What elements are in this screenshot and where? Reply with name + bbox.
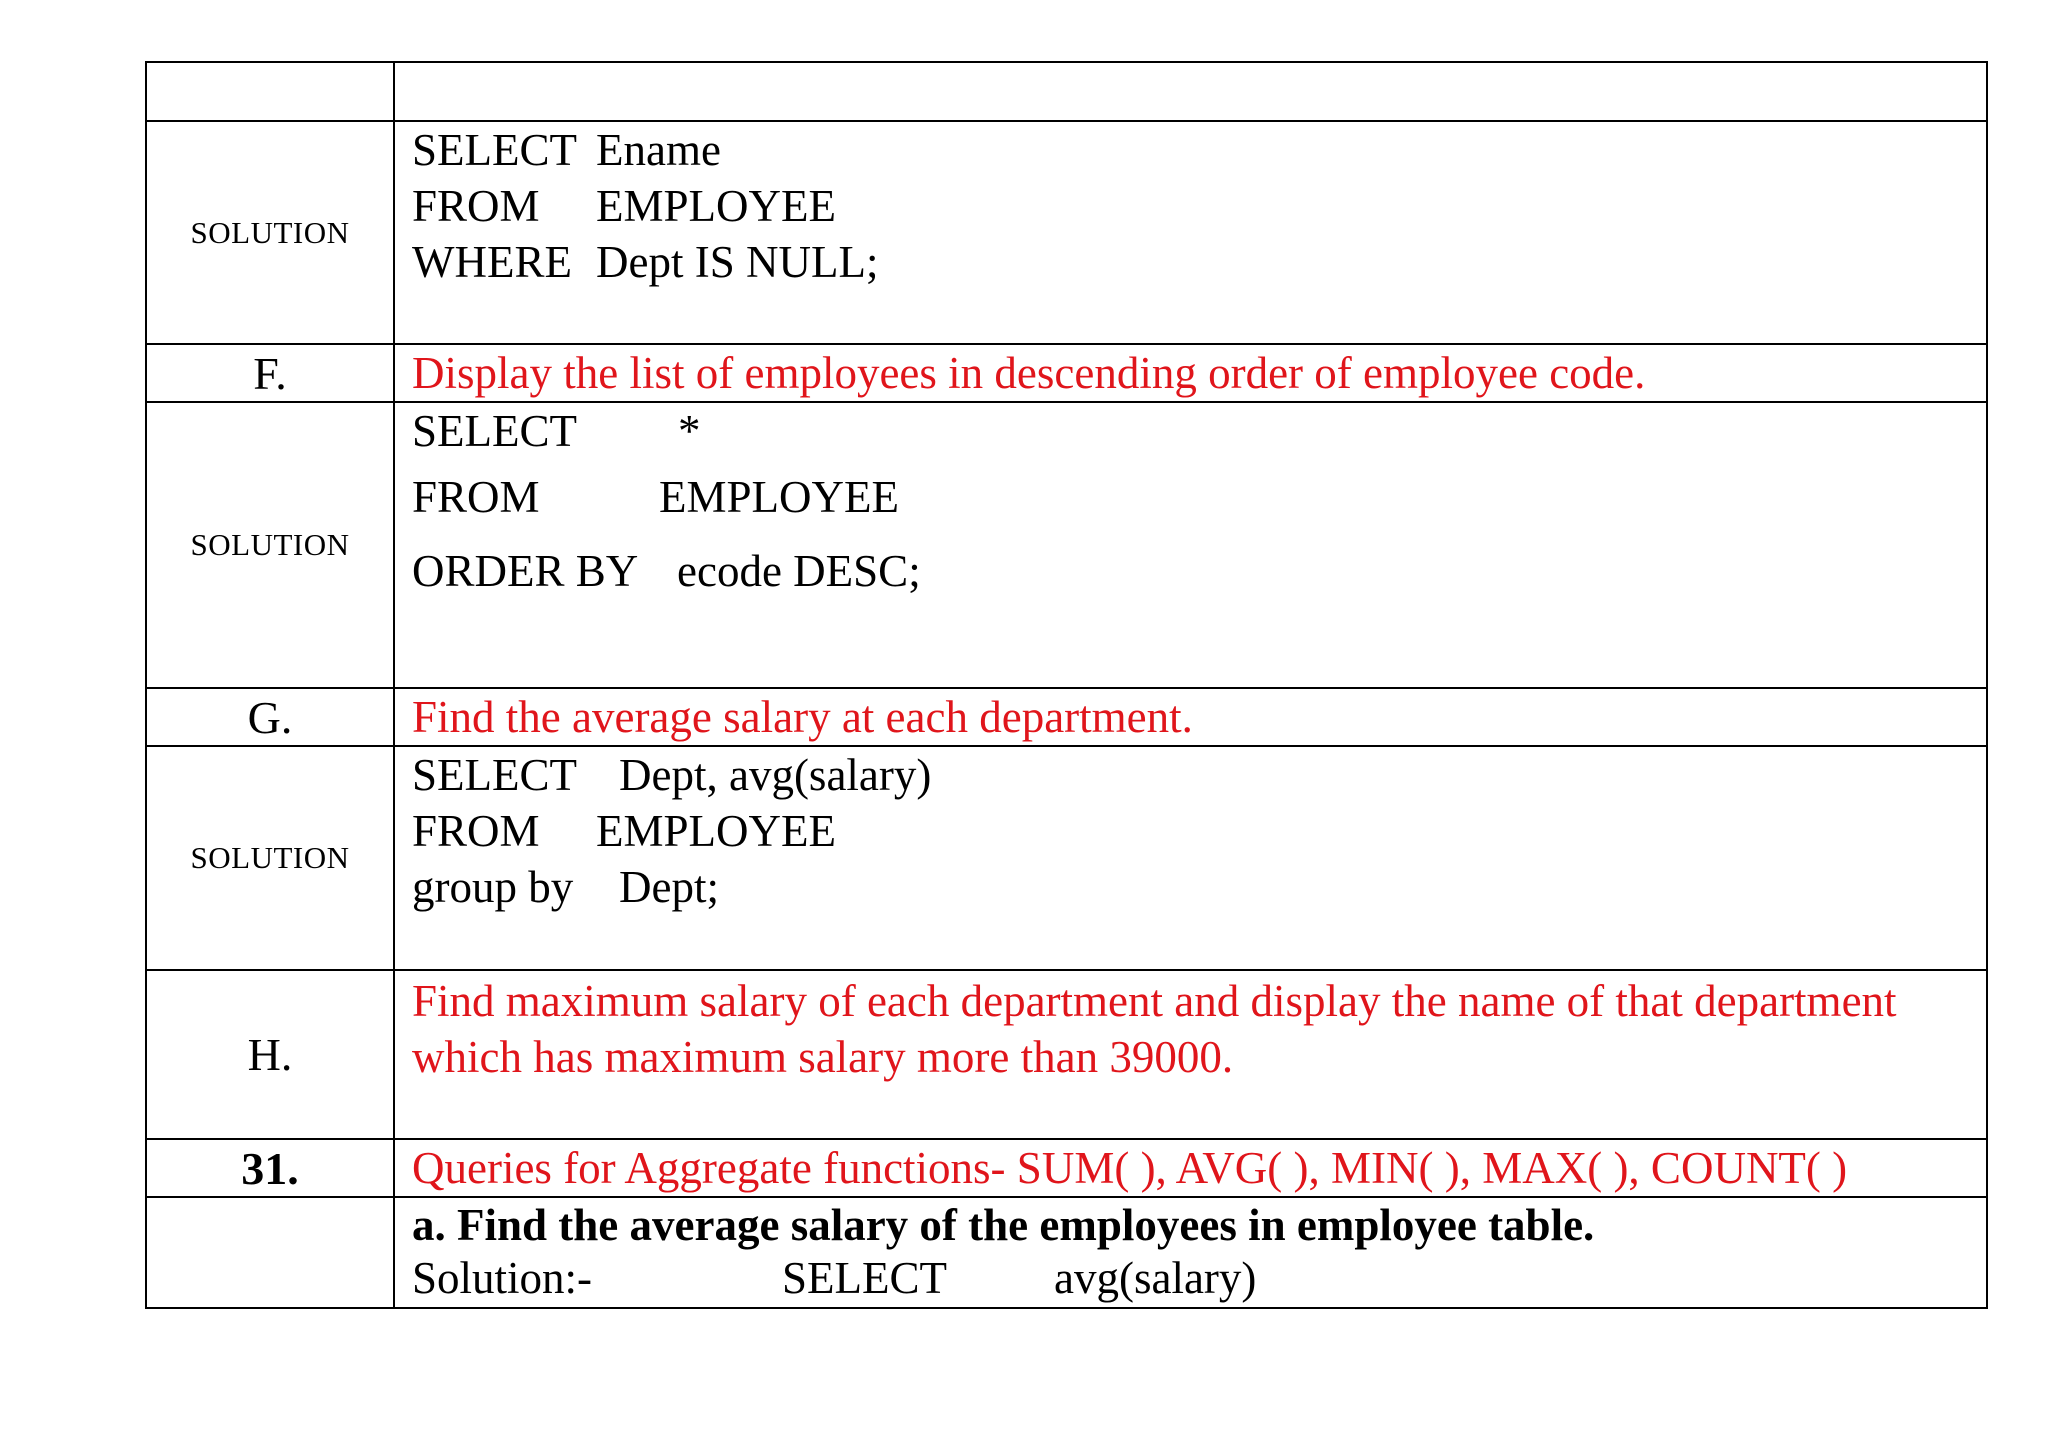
solution-label-cell <box>146 121 394 344</box>
code-line <box>412 122 1976 178</box>
sql-clause: Dept; <box>619 862 719 912</box>
sql-keyword: group by <box>412 862 574 912</box>
code-line <box>412 403 1976 459</box>
solution-code-cell <box>394 746 1987 970</box>
sql-clause: EMPLOYEE <box>596 806 836 856</box>
solution-label: SOLUTION <box>190 214 350 250</box>
sql-clause: * <box>678 406 701 456</box>
sql-keyword: SELECT <box>412 406 577 456</box>
question-cell <box>394 1139 1987 1197</box>
solution-label: SOLUTION <box>190 527 350 562</box>
question-text-line-2: which has maximum salary more than 39000. <box>412 1032 1234 1082</box>
sql-keyword: WHERE <box>412 237 572 287</box>
code-line <box>412 234 1976 290</box>
table-row-31a <box>146 1197 1987 1308</box>
question-text: Find the average salary at each department. <box>412 692 1193 742</box>
empty-label-cell <box>146 62 394 121</box>
question-cell <box>394 344 1987 402</box>
table-row-31 <box>146 1139 1987 1197</box>
question-number-cell <box>146 1139 394 1197</box>
sql-clause: EMPLOYEE <box>659 472 899 522</box>
code-line <box>412 747 1976 803</box>
subquestion-cell <box>394 1197 1987 1308</box>
question-letter: G. <box>247 691 293 743</box>
question-text-line-1: Find maximum salary of each department and display the name of that department <box>412 976 1897 1026</box>
solution-code-cell <box>394 121 1987 344</box>
sql-clause: Ename <box>596 125 721 175</box>
question-number: 31. <box>241 1142 299 1194</box>
sql-clause: EMPLOYEE <box>596 181 836 231</box>
question-text: Queries for Aggregate functions- SUM( ), AVG( ), MIN( ), MAX( ), COUNT( ) <box>412 1143 1848 1193</box>
question-text: Display the list of employees in descending order of employee code. <box>412 348 1646 398</box>
sql-exercise-table <box>145 61 1988 1309</box>
table-row-f-solution <box>146 402 1987 688</box>
table-row-g <box>146 688 1987 746</box>
sql-keyword: FROM <box>412 806 540 856</box>
sql-clause: ecode DESC; <box>677 546 921 596</box>
sql-keyword: SELECT <box>782 1253 947 1303</box>
sql-keyword: SELECT <box>412 125 577 175</box>
sql-keyword: FROM <box>412 472 540 522</box>
sql-clause: Dept IS NULL; <box>596 237 879 287</box>
question-label-cell <box>146 344 394 402</box>
solution-label-cell <box>146 402 394 688</box>
question-cell <box>394 970 1987 1139</box>
table-row-g-solution <box>146 746 1987 970</box>
code-line <box>412 459 1976 535</box>
sql-keyword: ORDER BY <box>412 546 639 596</box>
sql-keyword: FROM <box>412 181 540 231</box>
solution-code-cell <box>394 402 1987 688</box>
question-cell <box>394 688 1987 746</box>
sql-clause: avg(salary) <box>1054 1253 1257 1303</box>
table-row-empty-top <box>146 62 1987 121</box>
code-line <box>412 803 1976 859</box>
table-row-h <box>146 970 1987 1139</box>
sql-clause: Dept, avg(salary) <box>619 750 932 800</box>
solution-label-cell <box>146 746 394 970</box>
sql-keyword: SELECT <box>412 750 577 800</box>
solution-prefix: Solution:- <box>412 1253 593 1303</box>
subquestion-heading: a. Find the average salary of the employees in employee table. <box>412 1200 1595 1250</box>
question-letter: H. <box>247 1029 293 1080</box>
code-line <box>412 859 1976 915</box>
table-row-e-solution <box>146 121 1987 344</box>
code-line <box>412 1252 1976 1304</box>
question-label-cell <box>146 970 394 1139</box>
solution-label: SOLUTION <box>190 840 350 875</box>
question-letter: F. <box>253 347 287 399</box>
empty-content-cell <box>394 62 1987 121</box>
code-line <box>412 535 1976 607</box>
code-line <box>412 178 1976 234</box>
table-row-f <box>146 344 1987 402</box>
empty-label-cell <box>146 1197 394 1308</box>
question-label-cell <box>146 688 394 746</box>
